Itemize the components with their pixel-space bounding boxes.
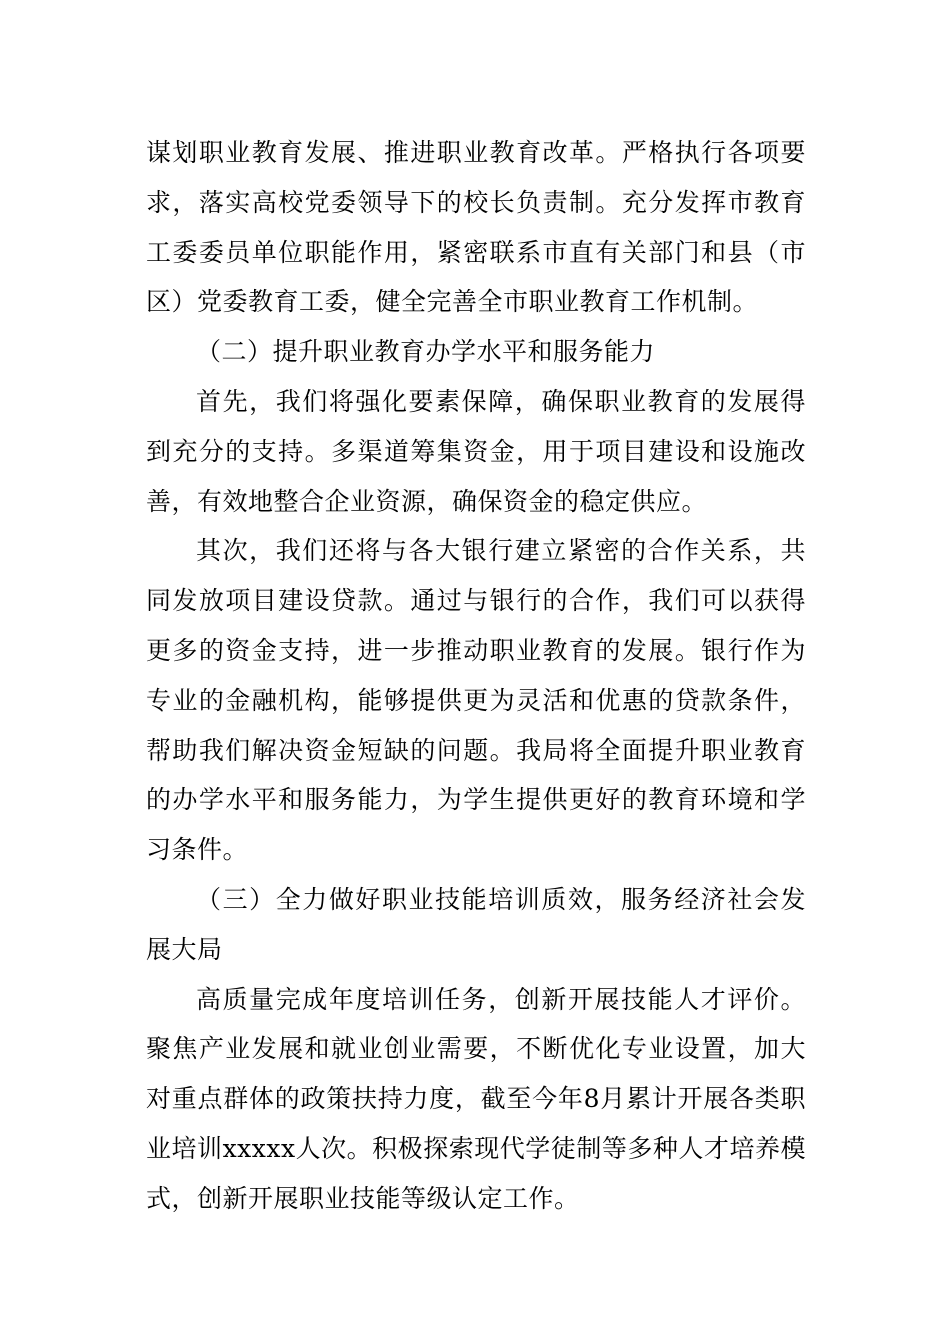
paragraph-training: 高质量完成年度培训任务，创新开展技能人才评价。聚焦产业发展和就业创业需要，不断优化专业设置，加大对重点群体的政策扶持力度，截至今年8月累计开展各类职业培训xxxxx人次。积极探索现代学徒制等多种人才培养模式，创新开展职业技能等级认定工作。: [146, 984, 806, 1213]
paragraph-bank-cooperation: 其次，我们还将与各大银行建立紧密的合作关系，共同发放项目建设贷款。通过与银行的合作，我们可以获得更多的资金支持，进一步推动职业教育的发展。银行作为专业的金融机构，能够提供更为灵活和优惠的贷款条件，帮助我们解决资金短缺的问题。我局将全面提升职业教育的办学水平和服务能力，为学生提供更好的教育环境和学习条件。: [146, 536, 806, 865]
paragraph-funding: 首先，我们将强化要素保障，确保职业教育的发展得到充分的支持。多渠道筹集资金，用于项目建设和设施改善，有效地整合企业资源，确保资金的稳定供应。: [146, 386, 806, 516]
paragraph-continued: 谋划职业教育发展、推进职业教育改革。严格执行各项要求，落实高校党委领导下的校长负责制。充分发挥市教育工委委员单位职能作用，紧密联系市直有关部门和县（市区）党委教育工委，健全完善全市职业教育工作机制。: [146, 138, 806, 317]
document-page: [146, 128, 806, 1224]
section-heading-3: （三）全力做好职业技能培训质效，服务经济社会发展大局: [146, 884, 806, 964]
section-heading-2: （二）提升职业教育办学水平和服务能力: [196, 337, 656, 367]
